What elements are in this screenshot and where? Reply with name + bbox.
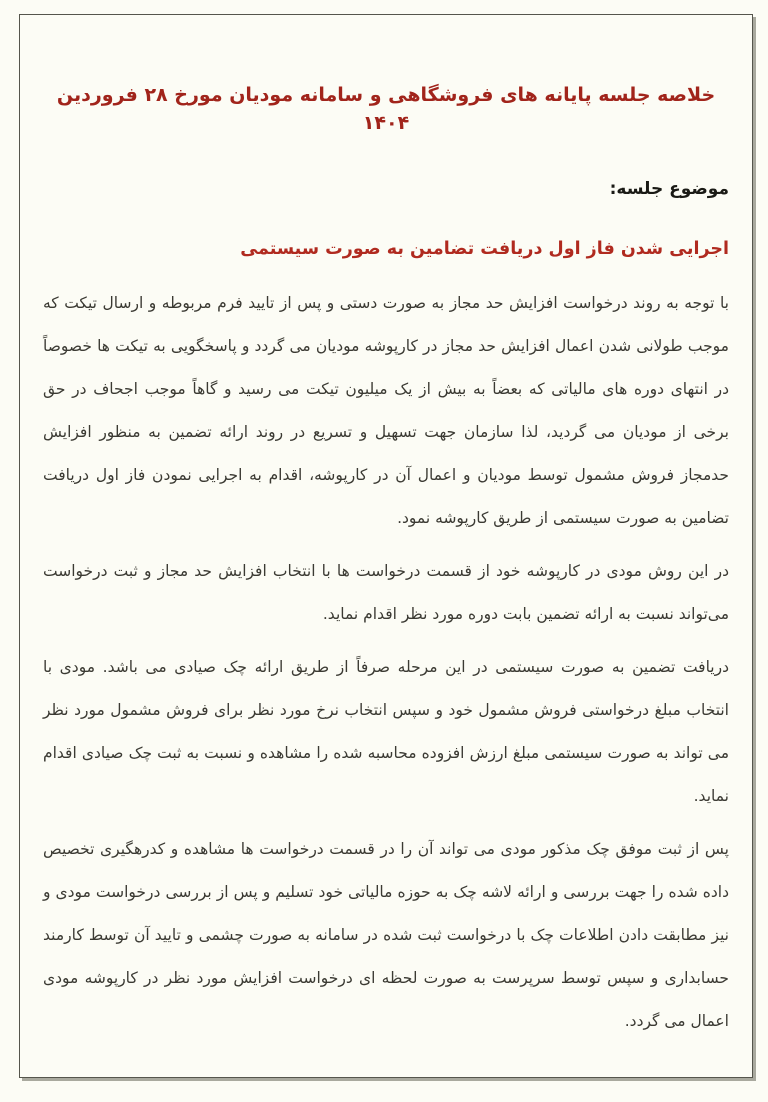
subject-label: موضوع جلسه:: [609, 179, 729, 199]
paragraph-2: در این روش مودی در کارپوشه خود از قسمت درخواست ها با انتخاب افزایش حد مجاز و ثبت درخواست می‌تواند نسبت به ارائه تضمین بابت دوره مورد نظر اقدام نماید.: [43, 562, 729, 623]
paragraph-3: دریافت تضمین به صورت سیستمی در این مرحله صرفاً از طریق ارائه چک صیادی می باشد. مودی با انتخاب مبلغ درخواستی فروش مشمول خود و سپس انتخاب نرخ مورد نظر برای فروش مشمول مورد نظر می تواند به صورت سیستمی مبلغ ارزش افزوده محاسبه شده را مشاهده و نسبت به ثبت چک صیادی اقدام نماید.: [43, 658, 729, 805]
paragraph-1: با توجه به روند درخواست افزایش حد مجاز به صورت دستی و پس از تایید فرم مربوطه و ارسال تیکت که موجب طولانی شدن اعمال افزایش حد مجاز در کارپوشه مودیان می گردد و پاسخگویی به تیکت ها خصوصاً در انتهای دوره های مالیاتی که بعضاً به بیش از یک میلیون تیکت می رسید و گاهاً موجب اجحاف در حق برخی از مودیان می گردید، لذا سازمان جهت تسهیل و تسریع در روند ارائه تضمین به منظور افزایش حدمجاز فروش مشمول توسط مودیان و اعمال آن در کارپوشه، اقدام به اجرایی نمودن فاز اول دریافت تضامین به صورت سیستمی از طریق کارپوشه نمود.: [43, 294, 729, 527]
document-content: [20, 15, 752, 1043]
document-title: خلاصه جلسه پایانه های فروشگاهی و سامانه مودیان مورخ ۲۸ فروردین ۱۴۰۴: [56, 84, 716, 134]
body-text: [43, 282, 729, 1043]
section-heading: اجرایی شدن فاز اول دریافت تضامین به صورت سیستمی: [240, 239, 729, 259]
page-frame: [19, 14, 753, 1078]
paragraph-4: پس از ثبت موفق چک مذکور مودی می تواند آن را در قسمت درخواست ها مشاهده و کدرهگیری تخصیص داده شده را جهت بررسی و ارائه لاشه چک به حوزه مالیاتی خود تسلیم و پس از بررسی درخواست مودی و نیز مطابقت دادن اطلاعات چک با درخواست ثبت شده در سامانه به صورت چشمی و تایید آن توسط کارمند حسابداری و سپس توسط سرپرست به صورت لحظه ای درخواست افزایش مورد نظر در کارپوشه مودی اعمال می گردد.: [43, 840, 729, 1030]
